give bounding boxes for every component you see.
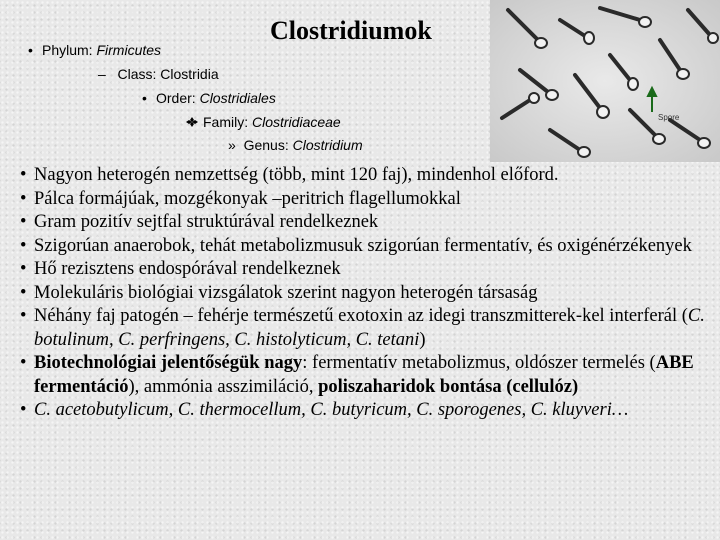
list-item: [20, 399, 710, 423]
genus-chevron: »: [228, 137, 236, 153]
taxonomy-family: [185, 114, 341, 130]
order-value: Clostridiales: [199, 90, 276, 106]
clostridium-micrograph-icon: [490, 0, 720, 162]
taxonomy-order: [142, 90, 276, 106]
page-title: Clostridiumok: [270, 16, 432, 45]
family-value: Clostridiaceae: [252, 114, 341, 130]
taxonomy-phylum: [28, 42, 161, 58]
species-names: C. botulinum, C. perfringens, C. histolyticum, C. tetani: [34, 306, 705, 350]
list-item: • Szigorúan anaerobok, tehát metabolizmusuk szigorúan fermentatív, és oxigénérzékenyek: [20, 235, 710, 259]
order-label: Order:: [156, 90, 200, 106]
list-item: • Biotechnológiai jelentőségük nagy: fermentatív metabolizmus, oldószer termelés (ABE fermentáció), ammónia asszimiláció, poliszaharidok bontása (cellulóz): [20, 352, 710, 399]
species-names: C. acetobutylicum, C. thermocellum, C. butyricum, C. sporogenes, C. kluyveri…: [34, 400, 629, 420]
bullet-list: [20, 164, 710, 423]
taxonomy-genus: [228, 137, 363, 153]
bullet-dot: •: [28, 42, 33, 58]
bold-phrase: ABE fermentáció: [34, 353, 694, 397]
list-item: • Nagyon heterogén nemzettség (több, mint 120 faj), mindenhol előford.: [20, 164, 710, 188]
list-item: • Gram pozitív sejtfal struktúrával rendelkeznek: [20, 211, 710, 235]
bullet-dot: •: [142, 90, 147, 106]
list-item: • Molekuláris biológiai vizsgálatok szerint nagyon heterogén társaság: [20, 282, 710, 306]
class-dash: –: [98, 66, 106, 82]
family-label: Family:: [203, 114, 252, 130]
micrograph-image: [490, 0, 720, 162]
genus-value: Clostridium: [292, 137, 363, 153]
phylum-label: Phylum:: [42, 42, 97, 58]
phylum-value: Firmicutes: [96, 42, 162, 58]
taxonomy-class: [98, 66, 219, 82]
bold-phrase: poliszaharidok bontása (cellulóz): [318, 376, 579, 397]
bold-phrase: Biotechnológiai jelentőségük nagy: [34, 353, 303, 373]
list-item: • Pálca formájúak, mozgékonyak –peritrich flagellumokkal: [20, 188, 710, 212]
list-item: • Néhány faj patogén – fehérje természetű exotoxin az idegi transzmitterek-kel interferál (C. botulinum, C. perfringens, C. histolyticum, C. tetani): [20, 305, 710, 352]
genus-label: Genus:: [243, 137, 293, 153]
class-text: Class: Clostridia: [117, 66, 219, 82]
diamond-bullet-icon: [185, 116, 199, 128]
spore-label: Spore: [658, 113, 680, 122]
list-item: • Hő rezisztens endospórával rendelkeznek: [20, 258, 710, 282]
